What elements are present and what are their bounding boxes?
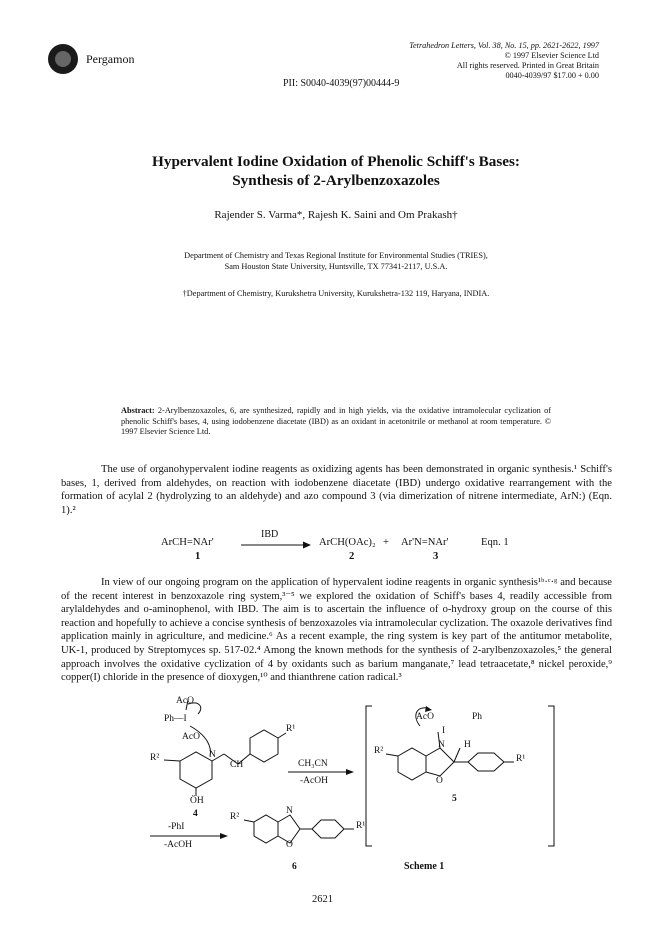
scheme-r1-6: R¹ [356, 821, 366, 831]
eqn-reactant: ArCH=NAr' [161, 537, 214, 548]
paper-title [60, 152, 612, 190]
compound-5-benzo-ring [398, 748, 426, 780]
compound-6-oxazole-ring [278, 815, 300, 843]
copyright-line: © 1997 Elsevier Science Ltd [504, 51, 599, 60]
scheme-ph-i: Ph—I [164, 714, 187, 724]
paragraph-2 [61, 576, 612, 685]
scheme-h-5: H [464, 740, 471, 750]
authors: Rajender S. Varma*, Rajesh K. Saini and Om Prakash† [214, 209, 458, 221]
eqn-reagent: IBD [261, 529, 279, 540]
scheme-i-5: I [442, 726, 446, 736]
scheme-cond2-bottom: -AcOH [164, 840, 192, 850]
scheme-num-4: 4 [193, 809, 198, 819]
compound-6-aryl-ring [312, 820, 344, 838]
eqn-compound-1: 1 [195, 551, 201, 562]
scheme-structures [120, 696, 560, 886]
paragraph-1-text: The use of organohypervalent iodine reagents as oxidizing agents has been demonstrated in organic synthesis.¹ Schiff's bases, 1, derived from aldehydes, on reaction with iodobenzene diacetate (IBD) undergo oxidative rearrangement with the formation of acylal 2 (hydrolyzing to an aldehyde) and azo compound 3 (via dimerization of nitrene intermediate, ArN:) (Eqn. 1).² [61, 464, 612, 516]
journal-citation: Tetrahedron Letters, Vol. 38, No. 15, pp. 2621-2622, 1997 [409, 41, 599, 50]
scheme-arrow-1-head [346, 769, 354, 775]
title-line-1: Hypervalent Iodine Oxidation of Phenolic Schiff's Bases: [152, 153, 520, 170]
scheme-o-5: O [436, 776, 443, 786]
affiliation-1-line-2: Sam Houston State University, Huntsville, TX 77341-2117, U.S.A. [224, 262, 448, 271]
eqn-arrow-icon [241, 540, 311, 550]
pii-line: PII: S0040-4039(97)00444-9 [283, 78, 400, 89]
eqn-product-1: ArCH(OAc)₂ [319, 537, 376, 548]
scheme-ph-5: Ph [472, 712, 483, 722]
scheme-cond-top: CH₃CN [298, 759, 328, 769]
eqn-product-2: Ar'N=NAr' [401, 537, 449, 548]
abstract [121, 406, 551, 438]
scheme-caption: Scheme 1 [404, 861, 445, 872]
affiliation-1 [60, 250, 612, 272]
paragraph-1 [61, 463, 612, 517]
paragraph-2-text: In view of our ongoing program on the application of hypervalent iodine reagents in organic synthesis¹ᵇ·ᶜ·ᵍ and because of the recent interest in benzoxazole ring system,³⁻⁵ we explored the oxidation of Schiff's bases 4, readily accessible from arylaldehydes and o-aminophenol, with IBD. The aim is to ascertain the influence of o-hydroxy group on the course of this reaction and hopefully to achieve a concise synthesis of benzoxazoles via intramolecular cyclization. The oxazole derivatives find application mainly in agriculture, and medicine.⁶ As a recent example, the ring system is key part of the antitumor metabolite, UK-1, produced by Streptomyces sp. 517-02.⁴ Among the known methods for the synthesis of 2-arylbenzoxazoles,⁵ the general approach involves the oxidative cyclization of 4 by oxidants such as barium manganate,⁷ lead tetraacetate,⁸ nickel peroxide,⁹ copper(I) chloride in the presence of dioxygen,¹⁰ and thianthrene cation radical.³ [61, 577, 612, 684]
eqn-plus: + [383, 537, 389, 548]
publisher-logo-icon [48, 44, 78, 74]
scheme-ch-4: CH [230, 760, 244, 770]
price-line: 0040-4039/97 $17.00 + 0.00 [505, 71, 599, 80]
scheme-oh-4: ÖH [190, 796, 204, 806]
scheme-aco-inner: AcO [182, 732, 200, 742]
scheme-r1-4: R¹ [286, 724, 296, 734]
eqn-label: Eqn. 1 [481, 537, 509, 548]
compound-5-aryl-ring [468, 753, 504, 771]
scheme-r2-5: R² [374, 746, 384, 756]
compound-6-benzo-ring [254, 815, 278, 843]
affiliation-2: †Department of Chemistry, Kurukshetra University, Kurukshetra-132 119, Haryana, INDIA. [182, 289, 490, 298]
title-line-2: Synthesis of 2-Arylbenzoxazoles [232, 172, 440, 189]
scheme-r1-5: R¹ [516, 754, 526, 764]
scheme-cond-bottom: -AcOH [300, 776, 328, 786]
scheme-o-6: O [286, 840, 293, 850]
scheme-r2-4: R² [150, 753, 160, 763]
abstract-label: Abstract: [121, 406, 155, 415]
compound-4-phenol-ring [180, 752, 212, 788]
publisher-name: Pergamon [86, 52, 135, 66]
scheme-aco-top: AcO [176, 696, 194, 706]
scheme-cond2-top: -PhI [168, 822, 185, 832]
abstract-text: 2-Arylbenzoxazoles, 6, are synthesized, rapidly and in high yields, via the oxidative intramolecular cyclization of phenolic Schiff's bases, 4, using iodobenzene diacetate (IBD) as an oxidant in acetonitrile or methanol at room temperature. © 1997 Elsevier Science Ltd. [121, 406, 551, 436]
journal-info [319, 41, 599, 81]
scheme-r2-6: R² [230, 812, 240, 822]
eqn-compound-2: 2 [349, 551, 355, 562]
scheme-arrow-2-head [220, 833, 228, 839]
rights-line: All rights reserved. Printed in Great Britain [456, 61, 599, 70]
eqn-compound-3: 3 [433, 551, 439, 562]
scheme-n-6: N [286, 806, 293, 816]
affiliation-1-line-1: Department of Chemistry and Texas Regional Institute for Environmental Studies (TRIES), [184, 251, 488, 260]
scheme-num-6: 6 [292, 862, 297, 872]
scheme-n-4: N [209, 750, 216, 760]
scheme-num-5: 5 [452, 794, 457, 804]
equation-1 [161, 529, 521, 569]
compound-5-oxazoline-ring [426, 748, 454, 776]
page-number: 2621 [312, 894, 333, 905]
scheme-aco-5: AcO [416, 712, 434, 722]
scheme-1 [120, 696, 560, 886]
compound-4-aryl-ring [250, 730, 278, 762]
scheme-n-5: N [438, 740, 445, 750]
